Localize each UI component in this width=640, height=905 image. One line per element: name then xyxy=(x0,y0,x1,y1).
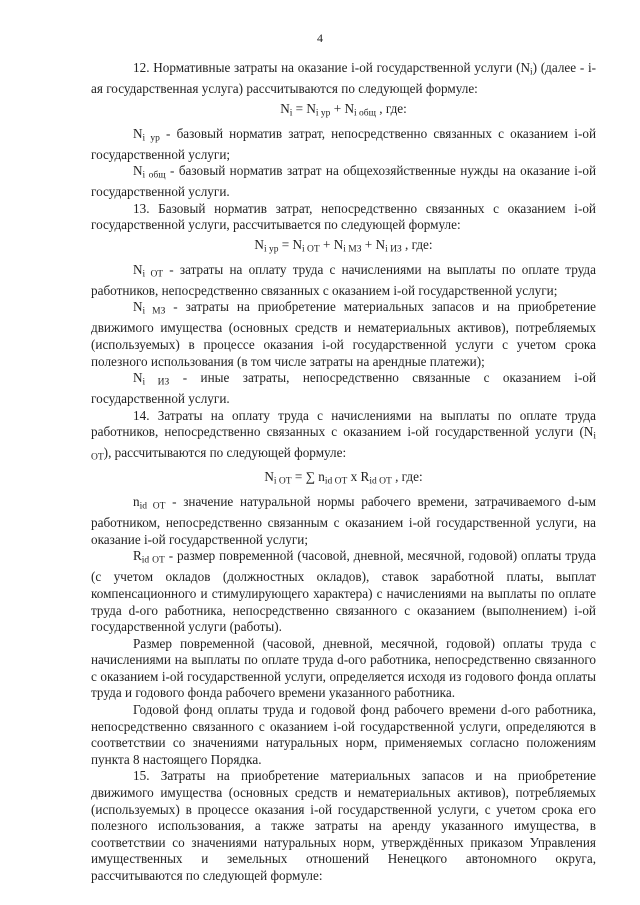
paragraph-13: 13. Базовый норматив затрат, непосредственно связанных с оказанием i-ой государственной услуги, рассчитывается по следующей формуле: xyxy=(91,200,596,233)
paragraph-annual-fund: Годовой фонд оплаты труда и годовой фонд рабочего времени d-ого работника, непосредственно связанного с оказанием i-ой государственной услуги, определяются в соответствии со значениями натуральных норм, применяемых согласно положениям пункта 8 настоящего Порядка. xyxy=(91,702,596,767)
document-body xyxy=(91,60,596,885)
paragraph-12: 12. Нормативные затраты на оказание i-ой государственной услуги $(N_i)$ (далее - i-ая государственная услуга) рассчитываются по следующей формуле: xyxy=(91,60,596,96)
definition-ni-ot: $N_{i ОТ}$ - затраты на оплату труда с начислениями на выплаты по оплате труда работников, непосредственно связанных с оказанием i-ой государственной услуги; xyxy=(91,261,596,298)
definition-rid-ot: $R_{id ОТ}$ - размер повременной (часовой, дневной, месячной, годовой) оплаты труда (с учетом окладов (должностных окладов), ставок заработной платы, выплат компенсационного и стимулирующего характера) с начислениями на выплаты по оплате труда d-ого работника, непосредственно связанного с оказанием (выполнением) i-ой государственной услуги (работы). xyxy=(91,548,596,635)
formula-ni-ot: $N_{i ОТ}$ = ∑ $n_{id ОТ}$ x $R_{id ОТ}$ , где: xyxy=(264,469,423,487)
page-number: 4 xyxy=(317,31,323,45)
formula-ni: $N_i = N_{i ур} + N_{i общ}$ , где: xyxy=(280,100,407,118)
paragraph-14: 14. Затраты на оплату труда с начислениями на выплаты по оплате труда работников, непосредственно связанных с оказанием i-ой государственной услуги $(N_{i ОТ})$, рассчитываются по следующей формуле: xyxy=(91,407,596,463)
definition-ni-iz: $N_{i ИЗ}$ - иные затраты, непосредственно связанные с оказанием i-ой государственной услуги. xyxy=(91,370,596,407)
definition-nid-ot: $n_{id ОТ}$ - значение натуральной нормы рабочего времени, затрачиваемого d-ым работником, непосредственно связанным с оказанием i-ой государственной услуги, на оказание i-ой государственной услуги; xyxy=(91,494,596,547)
formula-ni-ur: $N_{i ур} = N_{i ОТ} + N_{i МЗ} + N_{i ИЗ}$ , где: xyxy=(254,236,433,255)
definition-ni-ur: $N_{i ур}$ - базовый норматив затрат, непосредственно связанных с оказанием i-ой государственной услуги; xyxy=(91,125,597,162)
definition-ni-mz: $N_{i МЗ}$ - затраты на приобретение материальных запасов и на приобретение движимого имущества (основных средств и нематериальных активов), потребляемых (используемых) в процессе оказания i-ой государственной услуги с учетом срока полезного использования (в том числе затраты на арендные платежи); xyxy=(91,299,596,369)
definition-ni-obsh: $N_{i общ}$ - базовый норматив затрат на общехозяйственные нужды на оказание i-ой государственной услуги. xyxy=(91,163,596,200)
paragraph-15: 15. Затраты на приобретение материальных запасов и на приобретение движимого имущества (основных средств и нематериальных активов), потребляемых (используемых) в процессе оказания i-ой государственной услуги, с учетом срока его полезного использования, а также затраты на аренду указанного имущества, в соответствии со значениями натуральных норм, утверждённых приказом Управления имущественных и земельных отношений Ненецкого автономного округа, рассчитываются по следующей формуле: xyxy=(91,768,596,883)
paragraph-salary-size: Размер повременной (часовой, дневной, месячной, годовой) оплаты труда с начислениями на выплаты по оплате труда d-ого работника, непосредственно связанного с оказанием i-ой государственной услуги, определяется исходя из годового фонда оплаты труда и годового фонда рабочего времени указанного работника. xyxy=(91,635,596,701)
